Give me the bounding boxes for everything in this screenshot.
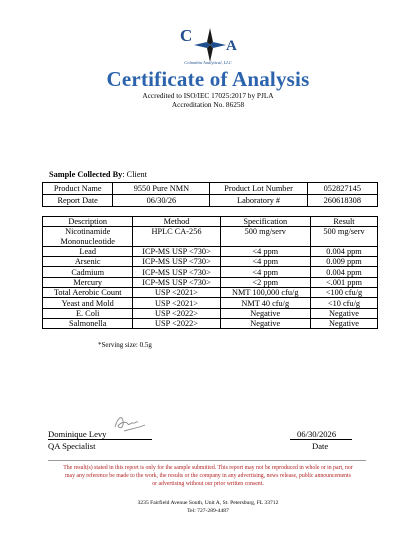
signatory-name: Dominique Levy: [48, 429, 107, 439]
table-cell: <4 ppm: [220, 267, 310, 277]
table-cell: 0.004 ppm: [310, 267, 377, 277]
date-label: Date: [312, 441, 329, 451]
table-row: [43, 288, 378, 298]
table-cell: <10 cfu/g: [310, 298, 377, 308]
document-title: Certificate of Analysis: [106, 67, 310, 91]
table-cell: Total Aerobic Count: [43, 288, 133, 298]
table-cell: 0.009 ppm: [310, 257, 377, 267]
table-header-row: [43, 217, 378, 227]
logo-letter-a: A: [226, 38, 237, 54]
table-cell: <4 ppm: [220, 257, 310, 267]
table-cell: Cadmium: [43, 267, 133, 277]
table-row: [43, 318, 378, 328]
date-line: [290, 439, 352, 440]
table-row: [43, 183, 378, 195]
table-cell: 260618308: [307, 195, 377, 207]
table-cell: Product Name: [43, 183, 113, 195]
table-row: [43, 277, 378, 287]
table-cell: Report Date: [43, 195, 113, 207]
table-cell: 052827145: [307, 183, 377, 195]
table-cell: 06/30/26: [113, 195, 210, 207]
address-line: 3235 Fairfield Avenue South, Unit A, St. Petersburg, FL 33712: [137, 500, 279, 506]
table-cell: ICP-MS USP <730>: [133, 277, 220, 287]
table-cell: USP <2022>: [133, 318, 220, 328]
sample-collected-label: Sample Collected By: [49, 170, 123, 179]
table-cell: Negative: [310, 308, 377, 318]
footer-divider: [48, 460, 366, 461]
serving-size-note: *Serving size: 0.5g: [98, 341, 152, 349]
table-cell: 0.004 ppm: [310, 246, 377, 256]
table-cell: Negative: [220, 318, 310, 328]
table-row: [43, 195, 378, 207]
table-row: [43, 298, 378, 308]
table-cell: Salmonella: [43, 318, 133, 328]
table-cell: NMT 100,000 cfu/g: [220, 288, 310, 298]
accreditation-number: Accreditation No. 86258: [171, 100, 245, 109]
table-cell: HPLC CA-256: [133, 227, 220, 247]
company-name: Columbia Analytical, LLC: [184, 60, 232, 65]
sample-collected-value: : Client: [122, 170, 147, 179]
table-row: [43, 308, 378, 318]
table-cell: Arsenic: [43, 257, 133, 267]
table-cell: Laboratory #: [210, 195, 307, 207]
column-header: Result: [310, 217, 377, 227]
table-cell: ICP-MS USP <730>: [133, 267, 220, 277]
company-logo: [180, 26, 240, 62]
product-info-table: [42, 182, 378, 207]
table-row: [43, 257, 378, 267]
table-cell: USP <2021>: [133, 298, 220, 308]
phone-line: Tel: 727-289-4487: [187, 508, 229, 514]
table-cell: Product Lot Number: [210, 183, 307, 195]
table-cell: Negative: [220, 308, 310, 318]
results-table: [42, 216, 378, 329]
table-cell: USP <2021>: [133, 288, 220, 298]
table-cell: Mercury: [43, 277, 133, 287]
table-cell: E. Coli: [43, 308, 133, 318]
table-cell: Lead: [43, 246, 133, 256]
logo-letter-c: C: [180, 26, 193, 45]
table-row: [43, 227, 378, 247]
table-cell: ICP-MS USP <730>: [133, 246, 220, 256]
signature-line: [48, 439, 152, 440]
table-cell: USP <2022>: [133, 308, 220, 318]
disclaimer-text: The result(s) stated in this report is only for the sample submitted. This report may not be reproduced in whole or in part, nor may any reference be made to the work, the results or the company in any advertising, news release, public announcements or advertising without our prior written consent.: [63, 465, 353, 488]
table-cell: NMT 40 cfu/g: [220, 298, 310, 308]
signature-date: 06/30/2026: [297, 429, 337, 439]
table-cell: <2 ppm: [220, 277, 310, 287]
signatory-role: QA Specialist: [48, 441, 96, 451]
accreditation-line: Accredited to ISO/IEC 17025:2017 by PJLA: [142, 91, 274, 100]
table-cell: 9550 Pure NMN: [113, 183, 210, 195]
table-cell: Negative: [310, 318, 377, 328]
column-header: Description: [43, 217, 133, 227]
column-header: Method: [133, 217, 220, 227]
compass-star-icon: [194, 28, 226, 62]
table-cell: 500 mg/serv: [220, 227, 310, 247]
table-cell: <4 ppm: [220, 246, 310, 256]
table-row: [43, 246, 378, 256]
table-cell: ICP-MS USP <730>: [133, 257, 220, 267]
sample-collected-by: [49, 170, 147, 179]
table-cell: <.001 ppm: [310, 277, 377, 287]
column-header: Specification: [220, 217, 310, 227]
table-cell: 500 mg/serv: [310, 227, 377, 247]
table-cell: Yeast and Mold: [43, 298, 133, 308]
handwritten-signature-icon: [112, 413, 148, 433]
table-row: [43, 267, 378, 277]
table-cell: <100 cfu/g: [310, 288, 377, 298]
table-cell: Nicotinamide Mononucleotide: [43, 227, 133, 247]
